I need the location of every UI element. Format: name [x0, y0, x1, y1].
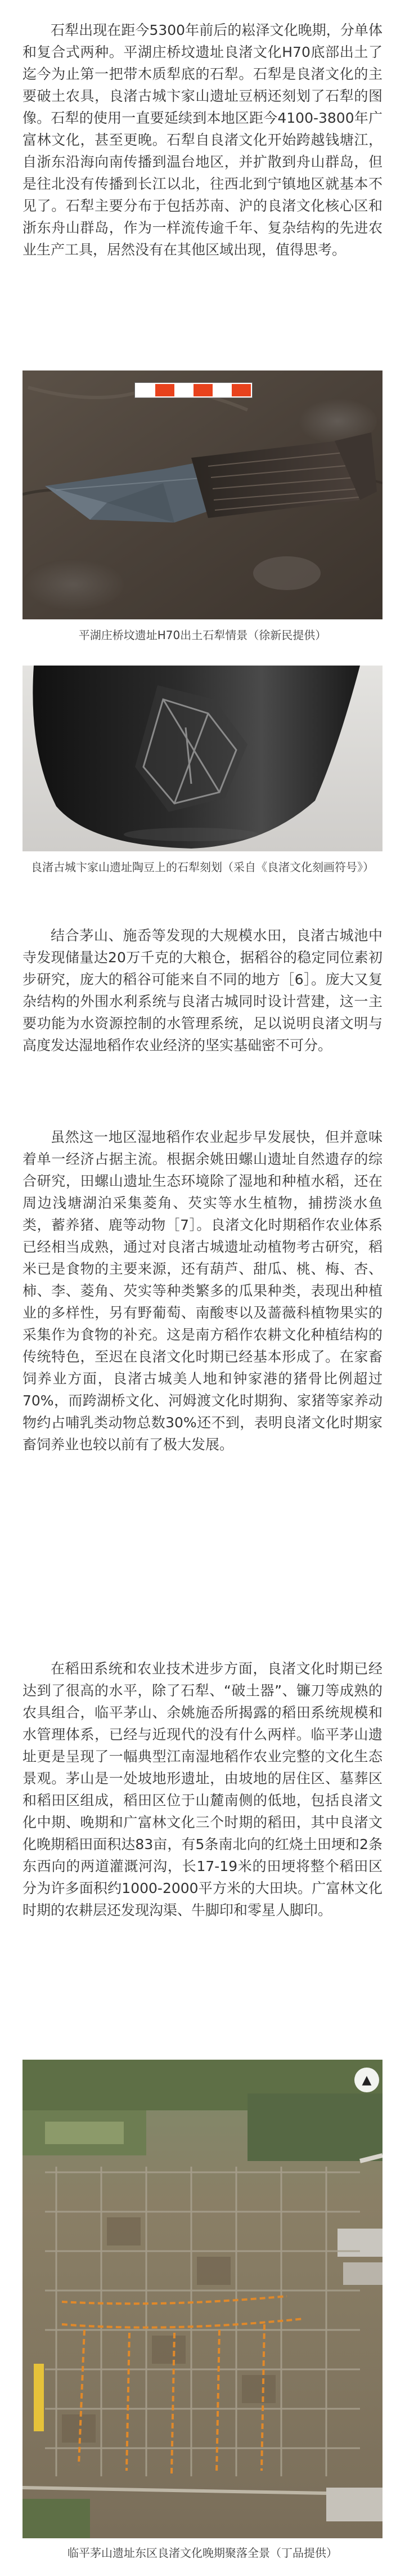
stone-plough-photo-image	[22, 370, 382, 619]
paragraph-mixed-economy: 虽然这一地区湿地稻作农业起步早发展快，但并意味着单一经济占据主流。根据余姚田螺山遗址自然遗存的综合研究，田螺山遗址生态环境除了湿地和种植水稻，还在周边浅塘湖泊采集菱角、芡实等水生植物，捕捞淡水鱼类，蓄养猪、鹿等动物［7］。良渚文化时期稻作农业体系已经相当成熟，通过对良渚古城遗址动植物考古研究，稻米已是食物的主要来源，还有葫芦、甜瓜、桃、梅、杏、柿、李、菱角、芡实等种类繁多的瓜果种类，表现出种植业的多样性，另有野葡萄、南酸枣以及蔷薇科植物果实的采集作为食物的补充。这是南方稻作农耕文化种植结构的传统特色，至迟在良渚文化时期已经基本形成了。在家畜饲养业方面，良渚古城美人地和钟家港的猪骨比例超过70%，而跨湖桥文化、河姆渡文化时期狗、家猪等家养动物约占哺乳类动物总数30%还不到，表明良渚文化时期家畜饲养业也较以前有了极大发展。	[22, 1129, 382, 1453]
caption-incised-pottery: 良渚古城卞家山遗址陶豆上的石犁刻划（采自《良渚文化刻画符号》）	[31, 860, 374, 874]
caption-maoshan-aerial: 临平茅山遗址东区良渚文化晚期聚落全景（丁品提供）	[68, 2546, 338, 2560]
scale-bar	[135, 383, 252, 398]
photo-maoshan-aerial	[22, 2060, 382, 2538]
photo-incised-pottery	[22, 666, 382, 851]
photo-stone-plough-excavation	[22, 370, 382, 619]
paragraph-wetland-rice: 结合茅山、施岙等发现的大规模水田，良渚古城池中寺发现储量达20万千克的大粮仓，据稻谷的稳定同位素初步研究，庞大的稻谷可能来自不同的地方［6］。庞大又复杂结构的外围水利系统与良渚古城同时设计营建，这一主要功能为水资源控制的水管理系统，足以说明良渚文明与高度发达湿地稻作农业经济的坚实基础密不可分。	[22, 927, 382, 1053]
paragraph-stone-plough: 石犁出现在距今5300年前后的崧泽文化晚期，分单体和复合式两种。平湖庄桥坟遗址良渚文化H70底部出土了迄今为止第一把带木质犁底的石犁。石犁是良渚文化的主要破土农具，良渚古城卞家山遗址豆柄还刻划了石犁的图像。石犁的使用一直要延续到本地区距今4100-3800年广富林文化，甚至更晚。石犁自良渚文化开始跨越钱塘江，自浙东沿海向南传播到温台地区，并扩散到舟山群岛，但是往北没有传播到长江以北，往西北到宁镇地区就基本不见了。石犁主要分布于包括苏南、沪的良渚文化核心区和浙东舟山群岛，作为一样流传逾千年、复杂结构的先进农业生产工具，居然没有在其他区域出现，值得思考。	[22, 22, 382, 258]
maoshan-aerial-image	[22, 2060, 382, 2538]
caption-stone-plough-excavation: 平湖庄桥坟遗址H70出土石犁情景（徐新民提供）	[78, 628, 327, 642]
paragraph-paddy-system: 在稻田系统和农业技术进步方面，良渚文化时期已经达到了很高的水平，除了石犁、“破土器”、镰刀等成熟的农具组合，临平茅山、余姚施岙所揭露的稻田系统规模和水管理体系，已经与近现代的没有什么两样。临平茅山遗址更是呈现了一幅典型江南湿地稻作农业完整的文化生态景观。茅山是一处坡地形遗址，由坡地的居住区、墓葬区和稻田区组成，稻田区位于山麓南侧的低地，包括良渚文化中期、晚期和广富林文化三个时期的稻田，其中良渚文化晚期稻田面积达83亩，有5条南北向的红烧土田埂和2条东西向的两道灌溉河沟，长17-19米的田埂将整个稻田区分为许多面积约1000-2000平方米的大田块。广富林文化时期的农耕层还发现沟渠、牛脚印和零星人脚印。	[22, 1660, 382, 1918]
north-arrow-icon: ▲	[354, 2068, 379, 2092]
incised-pottery-image	[22, 666, 382, 851]
